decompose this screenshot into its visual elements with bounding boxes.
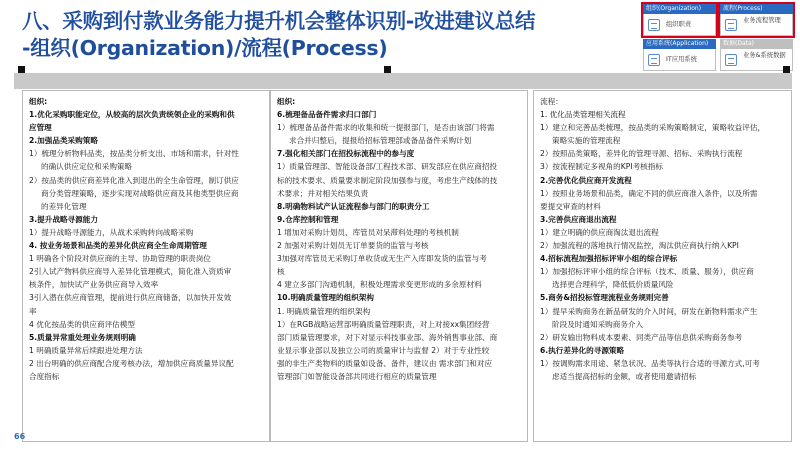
text-line: 1 明确各个阶段对供应商的主导、协助管理的职责岗位 — [29, 254, 211, 264]
text-line: 要提交审查的材料 — [540, 201, 601, 211]
database-icon — [725, 54, 737, 66]
org-chart-icon — [648, 19, 660, 31]
text-line: 2）加强流程的落地执行情况监控，淘汰供应商执行纳入KPI — [540, 241, 739, 251]
legend-process — [720, 4, 793, 36]
page-title-line2: -组织(Organization)/流程(Process) — [22, 36, 388, 60]
column-marker — [783, 66, 790, 73]
text-line: 1）按调购需求用途、紧急状况、品类等执行合适的寻源方式,可考 — [540, 358, 760, 368]
text-line: 2引入试产物料供应商导入差异化管理模式，简化准入资质审 — [29, 267, 232, 277]
text-line: 1）提早采购商务在新品研发的介入时间，研发在新物料需求产生 — [540, 306, 758, 316]
text-line: 3加强对库管员无采购订单收货或无生产入库即发货的监管与考 — [277, 254, 487, 264]
process-column — [533, 90, 792, 442]
text-line: 2 加强对采购计划员无订单要货的监管与考核 — [277, 241, 429, 251]
text-line: 术要求；并对相关结果负责 — [277, 188, 369, 198]
text-line: 管理部门如智能设备部共同进行相应的质量管理 — [277, 371, 437, 381]
text-line: 1）提升战略寻源能力，从战术采购转向战略采购 — [29, 227, 194, 237]
text-line: 阶段及时通知采购商务介入 — [552, 319, 644, 329]
text-line: 3.提升战略寻源能力 — [29, 214, 98, 224]
text-line: 2.加强品类采购策略 — [29, 136, 98, 146]
text-line: 1 增加对采购计划员、库管员对呆滞料处理的考核机制 — [277, 227, 459, 237]
text-line: 6.执行差异化的寻源策略 — [540, 345, 625, 355]
process-list — [540, 95, 787, 383]
text-line: 5.质量异常重处理业务规则明确 — [29, 332, 136, 342]
organization-list-2 — [277, 95, 523, 383]
text-line: 1）按照业务场景和品类，确定不同的供应商准入条件，以及所需 — [540, 188, 758, 198]
organization-list-1 — [29, 95, 265, 383]
legend-data-header: 数据(Data) — [720, 39, 793, 49]
text-line: 核 — [277, 267, 285, 277]
text-line: 的差异化管理 — [41, 201, 87, 211]
text-line: 4 优化按品类的供应商评估模型 — [29, 319, 135, 329]
text-line: 1. 优化品类管理相关流程 — [540, 110, 626, 120]
organization-column-2 — [270, 90, 528, 442]
text-line: 求合并归整后，提报给招标管理部或备品备件采购计划 — [289, 136, 472, 146]
legend-process-header: 流程(Process) — [720, 4, 793, 14]
page-title-line1: 八、采购到付款业务能力提升机会整体识别-改进建议总结 — [22, 9, 536, 33]
text-line: 4. 按业务场景和品类的差异化供应商全生命周期管理 — [29, 241, 207, 251]
text-line: 1）梳理分析物料品类，按品类分析支出、市场和需求，针对性 — [29, 149, 239, 159]
text-line: 的确认供应定位和采购策略 — [41, 162, 133, 172]
text-line: 3引入潜在供应商管理，提前进行供应商储备，以加快开发效 — [29, 293, 232, 303]
text-line: 3.完善供应商退出流程 — [540, 214, 617, 224]
text-line: 2）研发输出物料成本要素、同类产品等信息供采购商务参考 — [540, 332, 743, 342]
text-line: 1. 明确质量管理的组织架构 — [277, 306, 371, 316]
text-line: 合度指标 — [29, 371, 60, 381]
text-line: 1.优化采购职能定位，从较高的层次负责统领企业的采购和供 — [29, 110, 235, 120]
text-line: 流程： — [540, 97, 563, 106]
text-line: 4 建立多部门沟通机制，积极处理需求变更形成的多余原材料 — [277, 280, 482, 290]
text-line: 选择更合理科学，降低低价质量风险 — [552, 280, 674, 290]
column-marker — [18, 66, 25, 73]
text-line: 组织: — [29, 97, 48, 106]
text-line: 1）在RGB战略运营部明确质量管理职责，对上对接xx集团经营 — [277, 319, 490, 329]
legend-application-header: 应用系统(Application) — [643, 39, 716, 49]
text-line: 1）建立明确的供应商淘汰退出流程 — [540, 227, 659, 237]
text-line: 7.强化相关部门在招投标流程中的参与度 — [277, 149, 415, 159]
text-line: 2）按照品类策略，差异化的管理寻源、招标、采购执行流程 — [540, 149, 743, 159]
text-line: 5.商务&招投标管理流程业务规则完善 — [540, 293, 669, 303]
text-line: 应管理 — [29, 123, 52, 133]
text-line: 标的技术要求、质量要求制定阶段加强参与度，考虑生产线体的技 — [277, 175, 498, 185]
legend-organization-header: 组织(Organization) — [643, 4, 716, 14]
text-line: 8.明确物料试产认证流程参与部门的职责分工 — [277, 201, 430, 211]
text-line: 1）建立和完善品类梳理，按品类的采购策略制定，策略收益评估， — [540, 123, 766, 133]
text-line: 1 明确质量异常后续跟进处理方法 — [29, 345, 143, 355]
section-header-bar — [14, 73, 792, 89]
text-line: 虑适当提高招标的金额，或者使用邀请招标 — [552, 371, 697, 381]
text-line: 1）质量管理部、智能设备部/工程技术部、研发部应在供应商招投 — [277, 162, 498, 172]
text-line: 2 出台明确的供应商配合度考核办法，增加供应商质量异议配 — [29, 358, 234, 368]
legend-application-body: IT应用系统 — [666, 56, 697, 63]
legend-process-body: 业务流程管理 — [743, 17, 781, 24]
legend-application — [643, 39, 716, 71]
legend-organization-body: 组织职责 — [666, 21, 692, 28]
application-icon — [648, 54, 660, 66]
page-number: 66 — [14, 432, 26, 441]
text-line: 1）梳理备品备件需求的收集和统一提报部门，是否由该部门将需 — [277, 123, 495, 133]
text-line: 1）加强招标评审小组的综合评标（技术、质量、服务），供应商 — [540, 267, 754, 277]
text-line: 2）按品类的供应商差异化准入到退出的全生命管理，制订供应 — [29, 175, 239, 185]
legend-organization — [643, 4, 716, 36]
text-line: 3）按流程制定多视角的KPI考核指标 — [540, 162, 663, 172]
text-line: 强的非生产类物料的质量如设备、备件，建议由 需求部门和对应 — [277, 358, 493, 368]
text-line: 策略实施的管理流程 — [552, 136, 621, 146]
organization-column-1 — [22, 90, 270, 442]
text-line: 商分类管理策略，逐步实现对战略供应商及其他类型供应商 — [41, 188, 239, 198]
text-line: 2.完善优化供应商开发流程 — [540, 175, 632, 185]
process-flow-icon — [725, 19, 737, 31]
text-line: 业显示事业部以及独立公司的质量审计与监督 2）对于专业性较 — [277, 345, 490, 355]
text-line: 组织: — [277, 97, 296, 106]
text-line: 部门质量管理要求，对下对显示科技事业部、海外销售事业部、商 — [277, 332, 498, 342]
text-line: 10.明确质量管理的组织架构 — [277, 293, 374, 303]
text-line: 9.仓库控制和管理 — [277, 214, 339, 224]
text-line: 4.招标流程加强招标评审小组的综合评标 — [540, 254, 678, 264]
page-title — [22, 8, 622, 62]
text-line: 率 — [29, 306, 37, 316]
framework-legend — [643, 4, 793, 72]
text-line: 6.梳理备品备件需求归口部门 — [277, 110, 377, 120]
legend-data-body: 业务&系统数据 — [743, 52, 786, 59]
text-line: 核条件，加快试产业务供应商导入效率 — [29, 280, 159, 290]
column-marker — [384, 66, 391, 73]
